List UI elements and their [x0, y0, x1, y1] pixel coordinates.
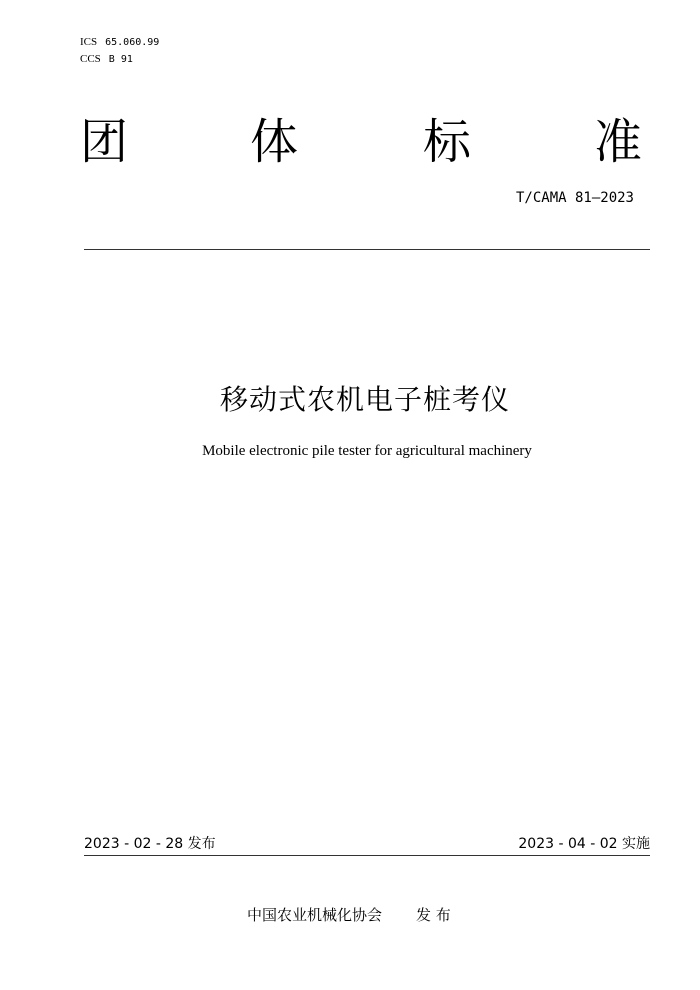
title-chinese: 移动式农机电子桩考仪 — [219, 383, 510, 416]
ccs-classification — [80, 52, 133, 67]
publisher-action: 发 布 — [416, 906, 451, 924]
standard-type-char: 标 — [423, 114, 472, 170]
ics-label: ICS — [80, 36, 98, 48]
publisher-name: 中国农业机械化协会 — [247, 906, 383, 924]
issue-date: 2023 - 02 - 28 发布 — [84, 836, 216, 852]
publisher-line — [247, 905, 451, 925]
ccs-value: B 91 — [108, 54, 133, 65]
ccs-label: CCS — [80, 53, 101, 65]
top-divider — [84, 249, 650, 250]
bottom-divider — [84, 855, 650, 856]
ics-classification — [80, 35, 159, 50]
implementation-date: 2023 - 04 - 02 实施 — [518, 836, 650, 852]
ics-value: 65.060.99 — [105, 37, 160, 48]
title-english: Mobile electronic pile tester for agricultural machinery — [202, 443, 532, 459]
standard-type-char: 团 — [80, 114, 129, 170]
standard-type-char: 准 — [594, 114, 643, 170]
standard-type-char: 体 — [250, 114, 299, 170]
standard-number: T/CAMA 81—2023 — [515, 190, 634, 206]
